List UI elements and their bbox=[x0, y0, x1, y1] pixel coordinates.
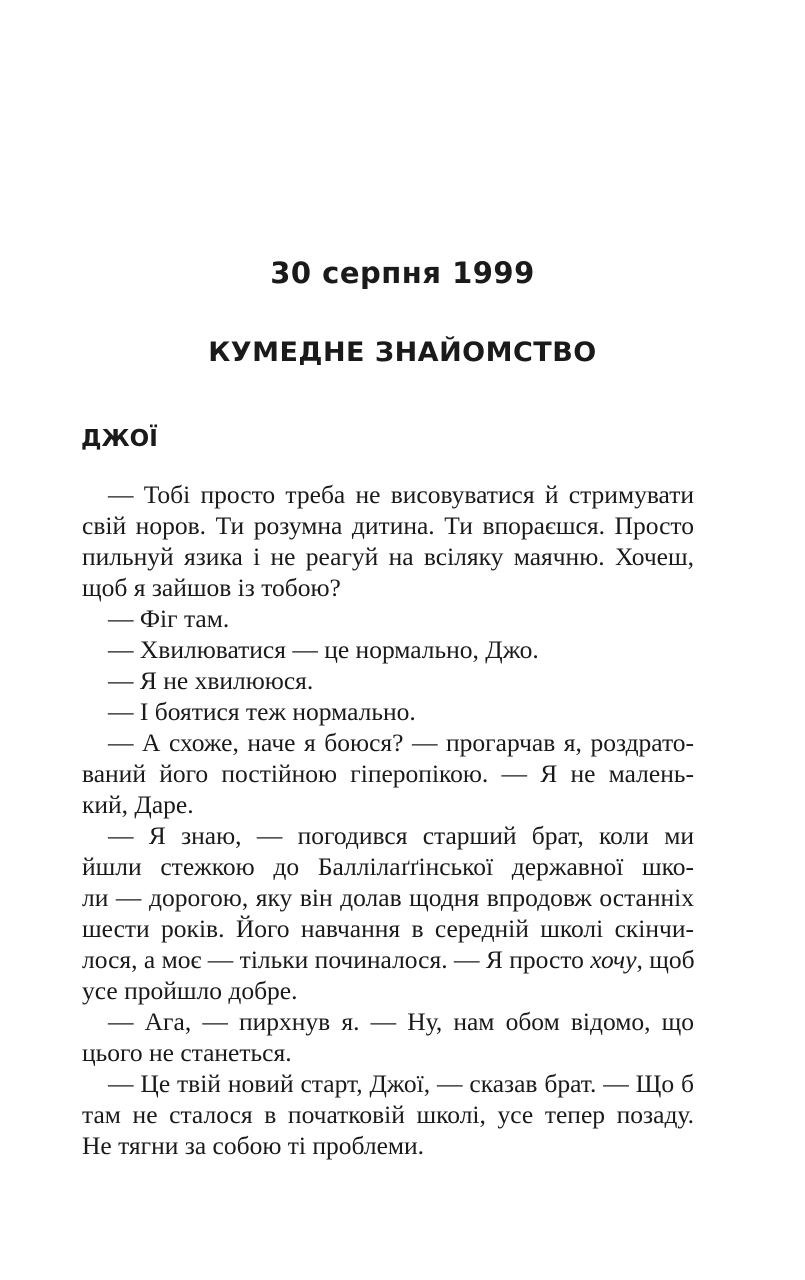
text-line: — Тобі просто треба не висовуватися й стримувати bbox=[108, 480, 694, 509]
body-text bbox=[82, 479, 694, 1161]
text-line: щоб я зайшов із тобою? bbox=[82, 573, 341, 602]
text-line: свій норов. Ти розумна дитина. Ти впораєшся. Просто bbox=[82, 511, 694, 540]
text-line: йшли стежкою до Баллілаґґінської державної шко- bbox=[82, 852, 694, 881]
text-line: пильнуй язика і не реагуй на всіляку маячню. Хочеш, bbox=[82, 542, 694, 571]
text-line: Не тягни за собою ті проблеми. bbox=[82, 1131, 425, 1160]
text-line: кий, Даре. bbox=[82, 790, 194, 819]
emphasis-word: хочу bbox=[590, 945, 637, 974]
text-line: — Я не хвилююся. bbox=[108, 666, 314, 695]
text-line: — Хвилюватися — це нормально, Джо. bbox=[108, 635, 539, 664]
text-line: — Ага, — пирхнув я. — Ну, нам обом відомо, що bbox=[108, 1007, 694, 1036]
text-fragment: , щоб bbox=[636, 945, 695, 974]
text-line: там не сталося в початковій школі, усе тепер позаду. bbox=[82, 1100, 694, 1129]
text-line: ли — дорогою, яку він долав щодня впродовж останніх bbox=[82, 883, 694, 912]
text-line: цього не станеться. bbox=[82, 1038, 292, 1067]
text-line: — Це твій новий старт, Джої, — сказав брат. — Що б bbox=[108, 1069, 694, 1098]
text-line: лося, а моє — тільки починалося. — Я просто хочу, щоб bbox=[82, 945, 695, 974]
narrator-heading: ДЖОЇ bbox=[81, 426, 158, 452]
text-line: усе пройшло добре. bbox=[82, 976, 298, 1005]
chapter-date: 30 серпня 1999 bbox=[270, 256, 535, 290]
text-line: — Я знаю, — погодився старший брат, коли ми bbox=[108, 821, 694, 850]
text-line: — А схоже, наче я боюся? — прогарчав я, роздрато- bbox=[108, 728, 694, 757]
text-line: ваний його постійною гіперопікою. — Я не малень- bbox=[82, 759, 694, 788]
text-line: шести років. Його навчання в середній школі скінчи- bbox=[82, 914, 694, 943]
chapter-title: КУМЕДНЕ ЗНАЙОМСТВО bbox=[208, 337, 597, 368]
text-line: — І боятися теж нормально. bbox=[108, 697, 416, 726]
text-line: — Фіг там. bbox=[108, 604, 230, 633]
